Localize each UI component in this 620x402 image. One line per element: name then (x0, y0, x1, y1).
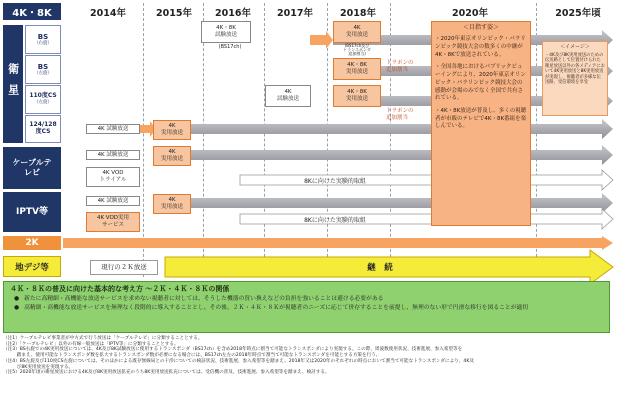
basic-approach-bullet-2-text: 高精細・高機能な放送サービスを無理なく段階的に導入することとし、その後、２Ｋ・４Ｋ・８Ｋが視聴者のニーズに応じて併存することを前提し、無理のない形で円滑な移行を図ることが適切 (24, 304, 529, 311)
cs110-practical-2018: 4K・8K 実用放送 (333, 85, 381, 107)
cs110-sub: （左旋） (34, 100, 52, 106)
footnote: （注3）BS右旋での4K実用放送については、4K及び8K試験放送に使用するトランスポンダ（BS17ch）を含め2018年時点に割当て可能なトランスポンダにより実現する。この際、周波数使用状況、技術進展、参入希望等を (3, 347, 463, 353)
terrestrial-current: 現行の２Ｋ放送 (90, 260, 158, 275)
iptv-experimental: 8Kに向けた実験的取組 (304, 217, 366, 224)
category-badge: 4K・8K (3, 3, 61, 20)
footnote: 踏まえ、使用可能なトランスポンダ数を拡大するトランスポンダ数が必要になる場合には、BS17ch左左の2018年時点で割当て可能なトランスポンダを可能とする方策を行う。 (3, 353, 381, 359)
bs-right-practical-2018: 4K 実用放送 (333, 21, 381, 43)
bs-right-practical-note: (BS17ch及び トランスポンダ 追加割当) (343, 43, 371, 57)
cable-practical-2015: 4K 実用放送 (153, 146, 191, 166)
iptv-practical-arrow (183, 193, 613, 213)
satellite-group-label: 衛星 (3, 25, 23, 143)
goals-2020-item-1: ・2020年東京オリンピック・パラリンピック競技大会の数多くの中継が4K・8Kで放送されている。 (435, 36, 526, 58)
year-label: 2020年 (452, 8, 488, 19)
cs110-trial-2017: 4K 試験放送 (265, 85, 311, 107)
goals-2020-item-2: ・全国各地におけるパブリックビューイングにより、2020年東京オリンピック・パラリンピック競技大会の感動が会場のみでなく全国で共有されている。 (435, 64, 526, 102)
bs-right-trial-note: (BS17ch) (218, 44, 242, 50)
cs124-trial-2014: 4K 試験放送 (86, 124, 140, 134)
label-2k: 2K (3, 236, 61, 250)
basic-approach-bullet-1 (10, 296, 603, 304)
footnote: （注1）ケーブルテレビ事業者が中方式で行う放送は「ケーブルテレビ」に分類することとする。 (3, 336, 203, 341)
iptv-vod-service: 4K VOD実用 サービス (86, 212, 140, 232)
bar-2k (63, 236, 613, 250)
cable-practical-arrow (183, 145, 613, 165)
bullet-icon: ● (14, 304, 20, 311)
bs-left-name: BS (37, 62, 49, 71)
year-label: 2018年 (340, 8, 376, 19)
bs-left-sub: （左旋） (34, 70, 52, 76)
bs-left-transponder-note: トラポンの 追加割当 (386, 60, 414, 73)
basic-approach-title: ４Ｋ・８Ｋの普及に向けた基本的な考え方 ～２Ｋ・４Ｋ・８Ｋの関係 (10, 285, 230, 293)
basic-approach-bullet-2 (10, 305, 603, 313)
cs124-practical-2015: 4K 実用放送 (153, 120, 191, 140)
footnote: （注4）BS左旋及び110度CS左旋については、そのほかによる既存無線局との干渉についての検証状況、技術進展、参入希望等を踏まえ、2018年又は2020年のそれぞれの時点において割当て可能なトランスポンダにより、4K及 (3, 358, 474, 364)
bullet-icon: ● (14, 296, 20, 302)
goals-2020-callout (431, 21, 531, 226)
label-terrestrial: 地デジ等 (3, 256, 61, 277)
year-label: 2025年頃 (555, 8, 601, 19)
cable-trial-2014: 4K 試験放送 (86, 150, 140, 160)
iptv-group-label: IPTV等 (3, 192, 61, 232)
cs124-name: 124/128 (29, 121, 57, 129)
iptv-trial-2014: 4K 試験放送 (86, 196, 140, 206)
year-label: 2017年 (277, 8, 313, 19)
bs-right-name: BS (37, 32, 49, 41)
cs124-sub: 度CS (35, 128, 51, 135)
cs124-arrow (183, 119, 613, 139)
terrestrial-continue: 継 続 (367, 263, 393, 273)
image-2025-body: ・4K及び8K実用放送のための伝送路として位置付けられた衛星放送以外の各メディアにおいて4K実用放送と8K実用放送が実現し、視聴者が多様な伝送路、受信環境を享受 (545, 52, 605, 86)
cs110-name: 110度CS (29, 92, 57, 100)
cable-experimental: 8Kに向けた実験的取組 (304, 178, 366, 185)
year-label: 2016年 (215, 8, 251, 19)
cable-group-label: ケーブルテレビ (3, 147, 61, 189)
year-label: 2014年 (90, 8, 126, 19)
footnote: （注5）2020年頃の衛星放送における4K及び8K実用放送拡充のうち8K実用放送拡充については、受信機の普及、技術進展、参入希望等を踏まえ、検討する。 (3, 370, 330, 376)
footnote: （注2）「ケーブルテレビ」以外の有線一般放送は「IPTV等」に分類することとする。 (3, 341, 179, 347)
bs-right-trial-2016: 4K・8K 試験放送 (201, 21, 251, 43)
image-2025-callout (542, 41, 608, 116)
goals-2020-item-3: ・4K・8K放送が普及し、多くの視聴者が市販のテレビで4K・8K番組を楽しんでいる。 (435, 107, 527, 130)
image-2025-title: ＜イメージ＞ (560, 44, 590, 50)
goals-2020-title: ＜目指す姿＞ (462, 24, 499, 31)
iptv-practical-2015: 4K 実用放送 (153, 194, 191, 214)
bs-right-connector (310, 31, 333, 49)
footnotes (3, 336, 617, 376)
footnote: び8K実用放送を実現する。 (3, 364, 74, 370)
bs-left-practical-2018: 4K・8K 実用放送 (333, 58, 381, 80)
cable-vod-trial: 4K VOD トライアル (86, 167, 140, 187)
basic-approach-bullet-1-text: 新たに高精細・高機能な放送サービスを求めない視聴者に対しては、そうした機器の買い換えなどの負担を強いることは避ける必要がある (24, 296, 384, 302)
year-label: 2015年 (156, 8, 192, 19)
cs110-transponder-note: トラポンの 追加割当 (386, 108, 414, 121)
basic-approach-box (3, 281, 610, 333)
bs-right-sub: （右旋） (34, 40, 52, 46)
